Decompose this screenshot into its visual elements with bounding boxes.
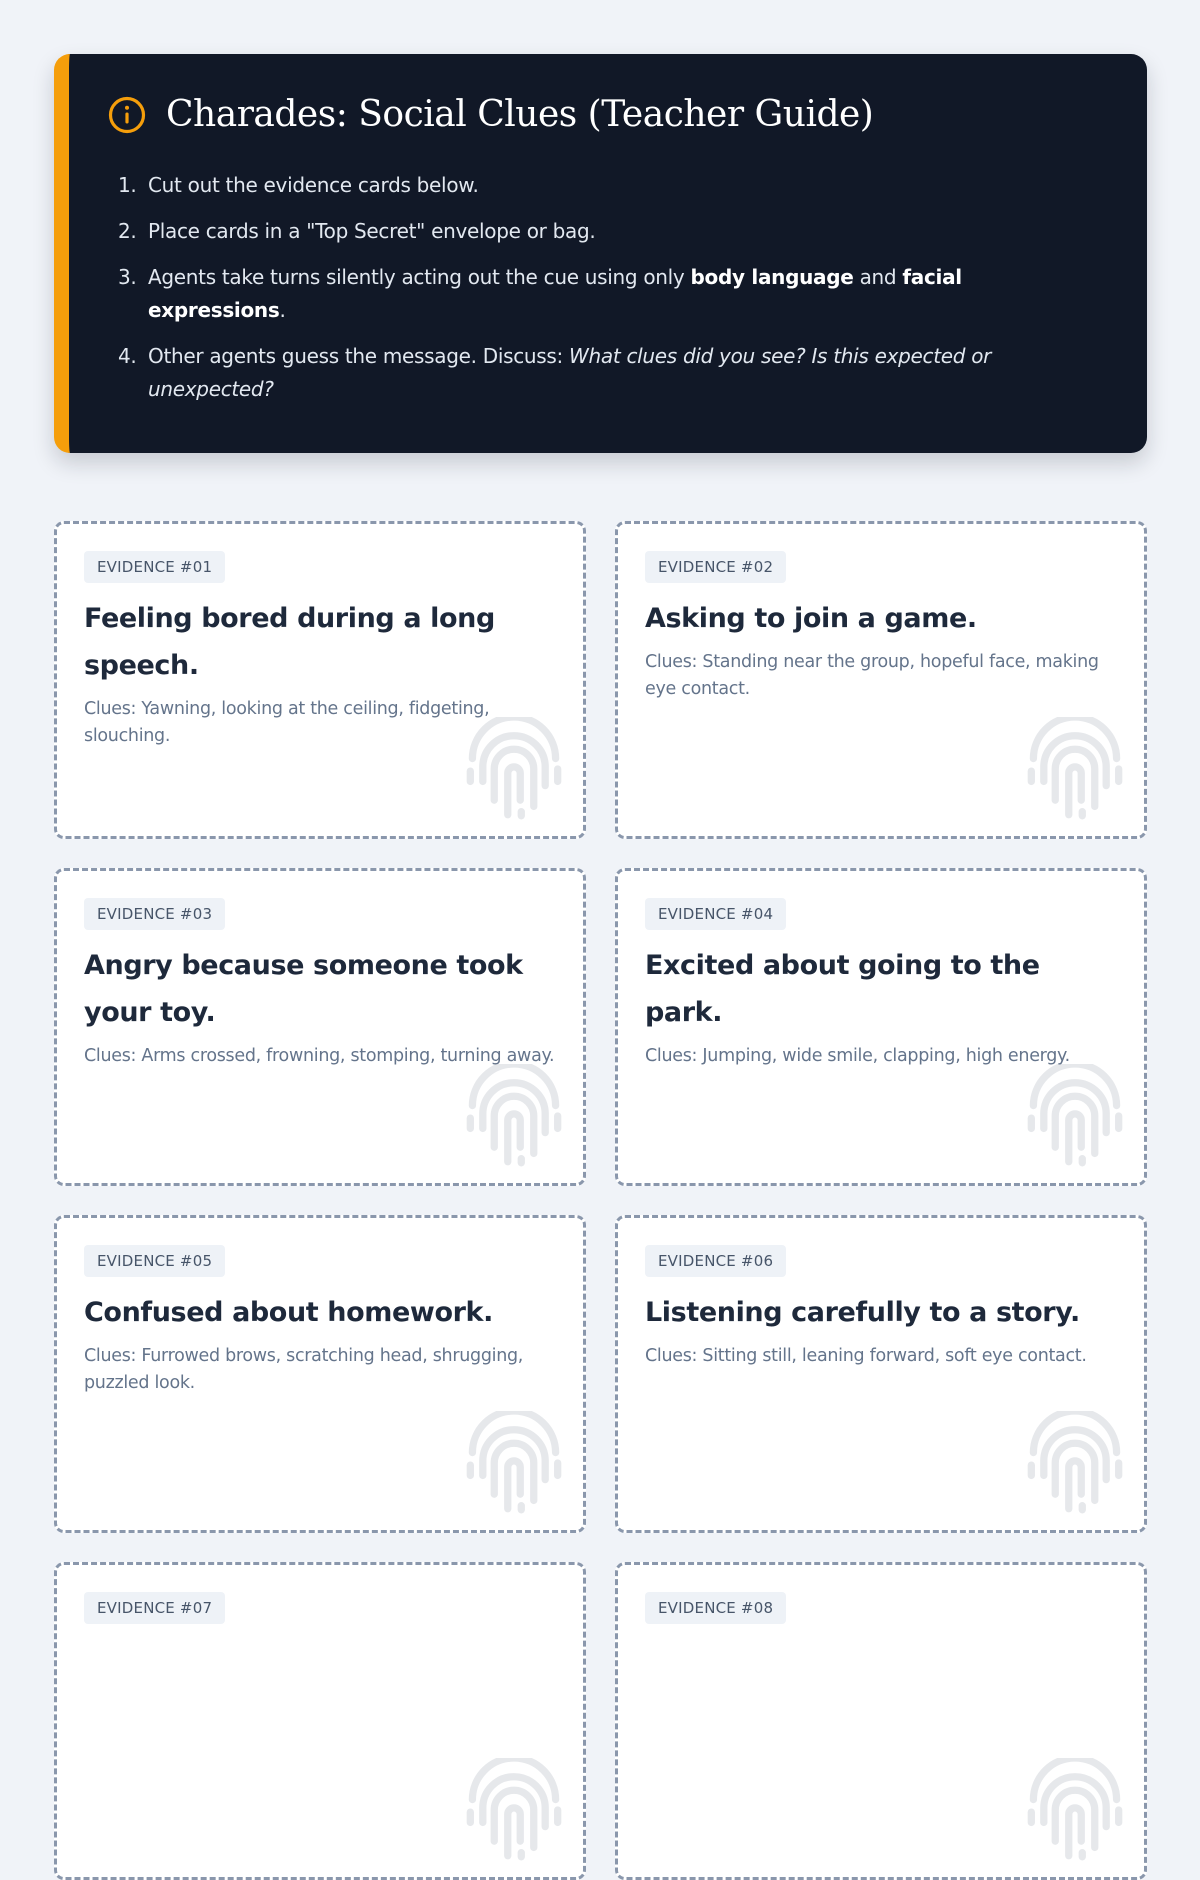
card-title: Asking to join a game. bbox=[645, 603, 977, 634]
fingerprint-icon bbox=[1023, 1758, 1127, 1862]
info-icon bbox=[107, 95, 147, 135]
evidence-card bbox=[615, 868, 1147, 1186]
step-number: 3. bbox=[118, 265, 137, 289]
evidence-badge: EVIDENCE #06 bbox=[645, 1245, 786, 1277]
evidence-card-grid bbox=[54, 521, 1147, 1880]
evidence-card bbox=[54, 521, 586, 839]
instruction-step bbox=[118, 340, 1058, 406]
discussion-questions: What clues did you see? Is this expected or unexpected? bbox=[148, 344, 992, 401]
fingerprint-icon bbox=[1023, 717, 1127, 821]
guide-header bbox=[107, 94, 873, 135]
step-text: Cut out the evidence cards below. bbox=[148, 173, 479, 197]
fingerprint-icon bbox=[462, 1758, 566, 1862]
teacher-guide-panel bbox=[54, 54, 1147, 453]
evidence-card bbox=[54, 868, 586, 1186]
evidence-badge: EVIDENCE #07 bbox=[84, 1592, 225, 1624]
fingerprint-icon bbox=[462, 1411, 566, 1515]
step-text: Place cards in a "Top Secret" envelope or bag. bbox=[148, 219, 596, 243]
card-title: Listening carefully to a story. bbox=[645, 1297, 1080, 1328]
card-title: Feeling bored during a long speech. bbox=[84, 603, 495, 681]
instruction-step bbox=[118, 215, 1058, 248]
card-title: Angry because someone took your toy. bbox=[84, 950, 523, 1028]
step-number: 4. bbox=[118, 344, 137, 368]
fingerprint-icon bbox=[1023, 1064, 1127, 1168]
evidence-card bbox=[54, 1562, 586, 1880]
card-title: Confused about homework. bbox=[84, 1297, 493, 1328]
emphasis-body-language: body language bbox=[690, 265, 854, 289]
evidence-badge: EVIDENCE #04 bbox=[645, 898, 786, 930]
evidence-badge: EVIDENCE #05 bbox=[84, 1245, 225, 1277]
evidence-badge: EVIDENCE #03 bbox=[84, 898, 225, 930]
evidence-badge: EVIDENCE #02 bbox=[645, 551, 786, 583]
card-clues: Clues: Standing near the group, hopeful face, making eye contact. bbox=[645, 652, 1099, 699]
evidence-badge: EVIDENCE #08 bbox=[645, 1592, 786, 1624]
step-text: Other agents guess the message. Discuss: What clues did you see? Is this expected or unexpected? bbox=[148, 344, 992, 401]
step-number: 1. bbox=[118, 173, 137, 197]
instruction-step bbox=[118, 261, 1058, 327]
card-title: Excited about going to the park. bbox=[645, 950, 1040, 1028]
fingerprint-icon bbox=[462, 1064, 566, 1168]
card-clues: Clues: Furrowed brows, scratching head, shrugging, puzzled look. bbox=[84, 1346, 524, 1393]
emphasis-facial-expressions: facial expressions bbox=[148, 265, 962, 322]
card-clues: Clues: Yawning, looking at the ceiling, fidgeting, slouching. bbox=[84, 699, 490, 746]
evidence-card bbox=[615, 521, 1147, 839]
card-clues: Clues: Sitting still, leaning forward, soft eye contact. bbox=[645, 1346, 1087, 1366]
fingerprint-icon bbox=[1023, 1411, 1127, 1515]
evidence-card bbox=[54, 1215, 586, 1533]
step-text: Agents take turns silently acting out the cue using only body language and facial expressions. bbox=[148, 265, 962, 322]
guide-title: Charades: Social Clues (Teacher Guide) bbox=[166, 94, 874, 135]
instruction-step bbox=[118, 169, 1058, 202]
step-number: 2. bbox=[118, 219, 137, 243]
card-clues: Clues: Arms crossed, frowning, stomping, turning away. bbox=[84, 1046, 555, 1066]
evidence-badge: EVIDENCE #01 bbox=[84, 551, 225, 583]
evidence-card bbox=[615, 1562, 1147, 1880]
card-clues: Clues: Jumping, wide smile, clapping, high energy. bbox=[645, 1046, 1070, 1066]
evidence-card bbox=[615, 1215, 1147, 1533]
instructions-list bbox=[118, 169, 1058, 419]
